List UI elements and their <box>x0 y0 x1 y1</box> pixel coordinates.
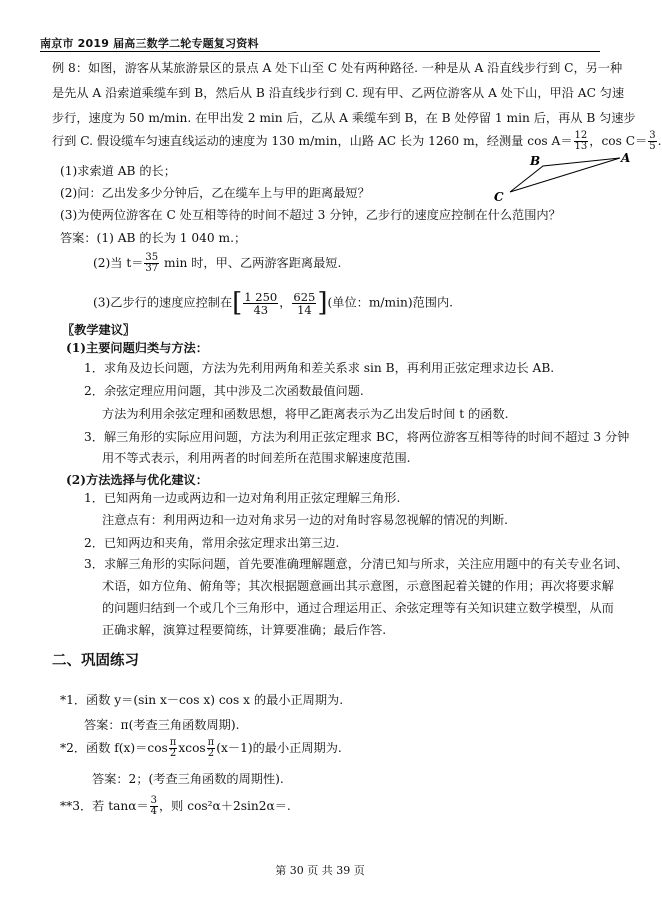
exercise-3-suffix: ，则 cos²α＋2sin2α＝. <box>159 799 291 813</box>
option-1-note: 注意点有：利用两边和一边对角求另一边的对角时容易忽视解的情况的判断. <box>102 513 509 527</box>
pi-numerator-1: π <box>169 737 177 748</box>
teaching-item-3-line-2: 用不等式表示，利用两者的时间差所在范围求解速度范围. <box>102 451 411 465</box>
section-title: 二、巩固练习 <box>52 653 139 669</box>
answer-2-denominator: 37 <box>145 263 159 274</box>
cos-a-denominator: 13 <box>574 141 588 152</box>
exercise-2-prefix: *2．函数 f(x)＝cos <box>60 741 168 755</box>
question-2: (2)问：乙出发多少分钟后，乙在缆车上与甲的距离最短？ <box>60 186 370 200</box>
teaching-item-3-line-1: 3．解三角形的实际应用问题，方法为利用正弦定理求 BC，将两位游客互相等待的时间不超过 3 分钟 <box>84 430 630 444</box>
answer-2-numerator: 35 <box>145 252 159 263</box>
exercise-1-question: *1．函数 y＝(sin x－cos x) cos x 的最小正周期为. <box>60 693 344 707</box>
triangle-path <box>510 158 620 192</box>
teaching-title: 〖教学建议〗 <box>62 323 136 337</box>
teaching-subtitle-2: (2)方法选择与优化建议： <box>66 473 208 487</box>
teaching-item-2: 2．余弦定理应用问题，其中涉及二次函数最值问题. <box>84 384 364 398</box>
example-line-2: 是先从 A 沿索道乘缆车到 B，然后从 B 沿直线步行到 C. 现有甲、乙两位游客从 A 处下山，甲沿 AC 匀速 <box>52 86 625 100</box>
exercise-2-answer: 答案：2；(考查三角函数的周期性). <box>92 772 284 786</box>
option-3-line-1: 3．求解三角形的实际问题，首先要准确理解题意，分清已知与所求，关注应用题中的有关专业名词、 <box>84 557 629 571</box>
pi-numerator-2: π <box>207 737 215 748</box>
answer-3-fraction-1 <box>243 291 278 316</box>
two-denominator-2: 2 <box>207 748 215 759</box>
answer-1: 答案：(1) AB 的长为 1 040 m.； <box>60 231 247 245</box>
answer-3-suffix: (单位：m/min)范围内. <box>327 295 454 310</box>
answer-3 <box>93 290 453 316</box>
option-2: 2．已知两边和夹角，常用余弦定理求出第三边. <box>84 536 340 550</box>
option-3-line-3: 的问题归结到一个或几个三角形中，通过合理运用正、余弦定理等有关知识建立数学模型，从而 <box>102 601 614 615</box>
teaching-item-1: 1．求角及边长问题，方法为先利用两角和差关系求 sin B，再利用正弦定理求边长 AB. <box>84 361 555 375</box>
cos-c-fraction <box>648 131 656 152</box>
page-footer: 第 30 页 共 39 页 <box>275 864 365 877</box>
cos-c-numerator: 3 <box>649 130 656 141</box>
option-3-line-4: 正确求解，演算过程要简练，计算要准确；最后作答. <box>102 623 387 637</box>
header-divider <box>40 51 600 52</box>
answer-2-prefix: (2)当 t＝ <box>93 256 144 270</box>
exercise-2-question <box>60 738 342 759</box>
pi-over-2-fraction-1 <box>169 738 178 759</box>
option-3-line-2: 术语，如方位角、俯角等；其次根据题意画出其示意图，示意图起着关键的作用；再次将要求解 <box>102 579 614 593</box>
teaching-item-2-note: 方法为利用余弦定理和函数思想，将甲乙距离表示为乙出发后时间 t 的函数. <box>102 407 509 421</box>
answer-3-prefix: (3)乙步行的速度应控制在 <box>93 295 233 310</box>
exercise-1-answer: 答案：π(考查三角函数周期). <box>84 718 240 732</box>
exercise-2-suffix: (x－1)的最小正周期为. <box>216 741 342 755</box>
example-line-4-text: 行到 C. 假设缆车匀速直线运动的速度为 130 m/min，山路 AC 长为 1260 m，经测量 cos A＝ <box>52 134 573 148</box>
answer-3-fraction-2 <box>292 291 316 316</box>
figure-label-c: C <box>494 190 504 204</box>
tan-numerator: 3 <box>150 795 157 806</box>
question-3: (3)为使两位游客在 C 处互相等待的时间不超过 3 分钟，乙步行的速度应控制在什么范围内？ <box>60 208 561 222</box>
pi-over-2-fraction-2 <box>207 738 216 759</box>
option-1: 1．已知两角一边或两边和一边对角利用正弦定理解三角形. <box>84 491 401 505</box>
question-1: (1)求索道 AB 的长； <box>60 164 176 178</box>
cos-c-label: ，cos C＝ <box>589 134 648 148</box>
page-header: 南京市 2019 届高三数学二轮专题复习资料 <box>40 37 259 50</box>
left-bracket: [ <box>232 288 243 318</box>
cos-c-denominator: 5 <box>649 141 656 152</box>
example-line-3: 步行，速度为 50 m/min. 在甲出发 2 min 后，乙从 A 乘缆车到 B，在 B 处停留 1 min 后，再从 B 匀速步 <box>52 111 636 125</box>
answer-3-denominator-2: 14 <box>297 302 312 317</box>
triangle-figure <box>480 148 640 206</box>
answer-2-fraction <box>144 253 159 274</box>
example-line-1: 例 8：如图，游客从某旅游景区的景点 A 处下山至 C 处有两种路径. 一种是从 A 沿直线步行到 C，另一种 <box>52 61 623 75</box>
right-bracket: ] <box>317 288 328 318</box>
answer-3-numerator-1: 1 250 <box>244 289 278 304</box>
two-denominator-1: 2 <box>169 748 177 759</box>
teaching-subtitle-1: (1)主要问题归类与方法： <box>66 341 208 355</box>
figure-label-b: B <box>530 154 541 168</box>
cos-a-numerator: 12 <box>574 130 588 141</box>
answer-2-suffix: min 时，甲、乙两游客距离最短. <box>160 256 342 270</box>
exercise-2-middle: xcos <box>178 741 206 755</box>
tan-denominator: 4 <box>150 806 157 817</box>
exercise-3-prefix: **3．若 tanα＝ <box>60 799 149 813</box>
answer-3-denominator-1: 43 <box>253 302 269 317</box>
exercise-3-question <box>60 796 291 817</box>
figure-label-a: A <box>621 151 631 165</box>
answer-2 <box>93 253 341 274</box>
tan-fraction <box>150 796 158 817</box>
line-4-end: . <box>657 134 662 148</box>
answer-3-numerator-2: 625 <box>293 289 316 304</box>
answer-3-separator: ， <box>279 295 292 310</box>
